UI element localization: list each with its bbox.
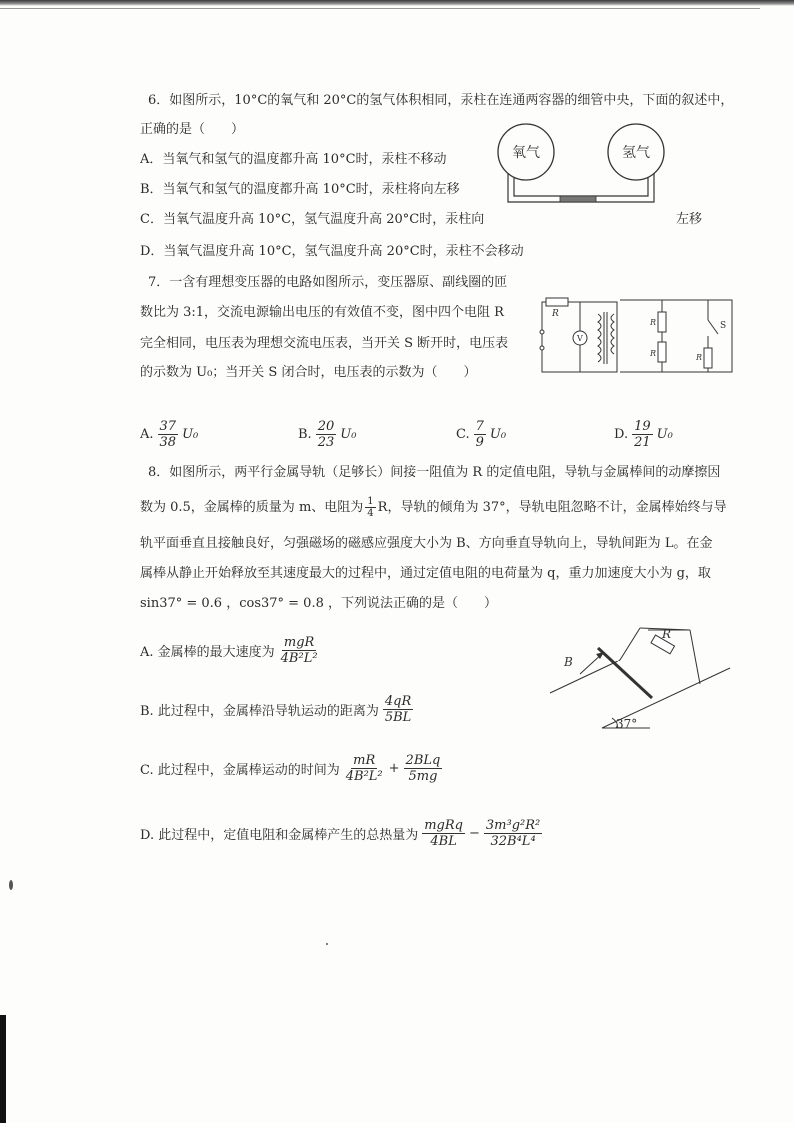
q7-option-c	[456, 419, 506, 450]
q8-option-a-fraction: $\frac{\text{mgR}}{\text{4B²L²}}$	[280, 635, 318, 666]
q8-quarter-fraction: $\frac{1}{4}$	[367, 496, 374, 519]
q7-circuit-figure	[532, 292, 742, 377]
q7-option-unit: U₀	[489, 427, 507, 442]
q7-stem-line4: 的示数为 U₀；当开关 S 闭合时，电压表的示数为（ ）	[140, 365, 477, 380]
q8-option-d-fraction-1: $\frac{\text{mgRq}}{4BL}$	[424, 818, 463, 849]
q7-option-unit: U₀	[340, 427, 357, 442]
q6-oxygen-label: 氧气	[512, 145, 540, 161]
q8-stem-line3: 轨平面垂直且接触良好，匀强磁场的磁感应强度大小为 B、方向垂直导轨向上，导轨间距为 L。在金	[140, 536, 713, 551]
q6-option-d: D．当氧气温度升高 10°C，氢气温度升高 20°C时，汞柱不会移动	[140, 244, 524, 259]
q8-stem-line5: sin37° = 0.6 ，cos37° = 0.8 ，下列说法正确的是（ ）	[140, 596, 497, 611]
q7-option-d	[614, 419, 673, 450]
q7-option-fraction: $\frac{19}{21}$	[634, 419, 651, 450]
q6-option-c-tail: 左移	[676, 212, 703, 227]
q8-option-c: C. 此过程中，金属棒运动的时间为 $\frac{mR}{\text{4B²L²}}$ + $\frac{\text{2BLq}}{5mg}$	[140, 753, 441, 784]
q7-option-letter: C.	[456, 427, 470, 442]
q8-option-d-fraction-2: $\frac{\text{3m³g²R²}}{\text{32B⁴L⁴}}$	[485, 818, 541, 849]
q7-option-letter: D.	[614, 427, 629, 442]
q7-v-label: V	[577, 334, 583, 343]
q6-figure-containers	[490, 122, 690, 212]
q7-stem-line1: 7．一含有理想变压器的电路如图所示，变压器原、副线圈的匝	[148, 275, 508, 290]
q8-option-c-fraction-1: $\frac{mR}{\text{4B²L²}}$	[345, 753, 383, 784]
q8-r-label: R	[662, 627, 672, 641]
q8-stem-line1: 8．如图所示，两平行金属导轨（足够长）间接一阻值为 R 的定值电阻，导轨与金属棒间的动摩擦因	[148, 465, 721, 480]
q8-stem-line2: 数为 0.5，金属棒的质量为 m、电阻为 $\frac{1}{4}$ R，导轨的倾角为 37°，导轨电阻忽略不计，金属棒始终与导	[140, 496, 727, 519]
scan-line	[0, 8, 760, 9]
q7-option-letter: A.	[140, 427, 154, 442]
q7-r-label: R	[696, 353, 703, 362]
q6-option-b: B．当氧气和氢气的温度都升高 10°C时，汞柱将向左移	[140, 182, 460, 197]
q8-angle-label: 37°	[616, 717, 638, 731]
q7-option-fraction: $\frac{7}{9}$	[475, 419, 484, 450]
q7-option-unit: U₀	[182, 427, 199, 442]
scan-speck	[9, 880, 13, 890]
q7-stem-line3: 完全相同，电压表为理想交流电压表，当开关 S 断开时，电压表	[140, 336, 509, 351]
q6-stem-line1: 6．如图所示，10°C的氧气和 20°C的氢气体积相同，汞柱在连通两容器的细管中央，下面的叙述中，	[148, 93, 734, 108]
q7-r-label: R	[552, 309, 559, 319]
q7-s-label: S	[720, 321, 727, 331]
q6-hydrogen-label: 氢气	[622, 145, 650, 161]
q8-option-b-fraction: $\frac{4qR}{5BL}$	[384, 694, 412, 725]
q7-r-label: R	[650, 349, 657, 358]
q8-option-a: A. 金属棒的最大速度为 $\frac{\text{mgR}}{\text{4B²L²}}$	[140, 635, 318, 666]
q7-option-unit: U₀	[656, 427, 673, 442]
q7-option-fraction: $\frac{37}{38}$	[159, 419, 177, 450]
q8-b-label: B	[564, 655, 573, 669]
scan-top-edge	[0, 0, 794, 6]
q6-option-a: A．当氧气和氢气的温度都升高 10°C时，汞柱不移动	[140, 152, 447, 167]
q7-option-fraction: $\frac{20}{23}$	[317, 419, 335, 450]
q8-option-b: B. 此过程中，金属棒沿导轨运动的距离为 $\frac{4qR}{5BL}$	[140, 694, 412, 725]
scan-left-edge	[0, 1015, 6, 1123]
q8-option-c-fraction-2: $\frac{\text{2BLq}}{5mg}$	[405, 753, 441, 784]
q8-incline-figure	[540, 618, 740, 733]
q8-stem-line4: 属棒从静止开始释放至其速度最大的过程中，通过定值电阻的电荷量为 q，重力加速度大小为 g，取	[140, 566, 711, 581]
q6-stem-line2: 正确的是（ ）	[140, 122, 245, 137]
q7-option-letter: B.	[298, 427, 312, 442]
q7-option-b	[298, 419, 356, 450]
scan-speck	[326, 943, 328, 945]
q7-r-label: R	[650, 318, 657, 327]
q7-stem-line2: 数比为 3:1，交流电源输出电压的有效值不变，图中四个电阻 R	[140, 305, 504, 320]
q7-option-a	[140, 419, 198, 450]
q6-option-c: C．当氧气温度升高 10°C，氢气温度升高 20°C时，汞柱向	[140, 212, 485, 227]
q8-option-d: D. 此过程中，定值电阻和金属棒产生的总热量为 $\frac{\text{mgRq}}{4BL}$ − $\frac{\text{3m³g²R²}}{\text{32B⁴L⁴}}$	[140, 818, 541, 849]
